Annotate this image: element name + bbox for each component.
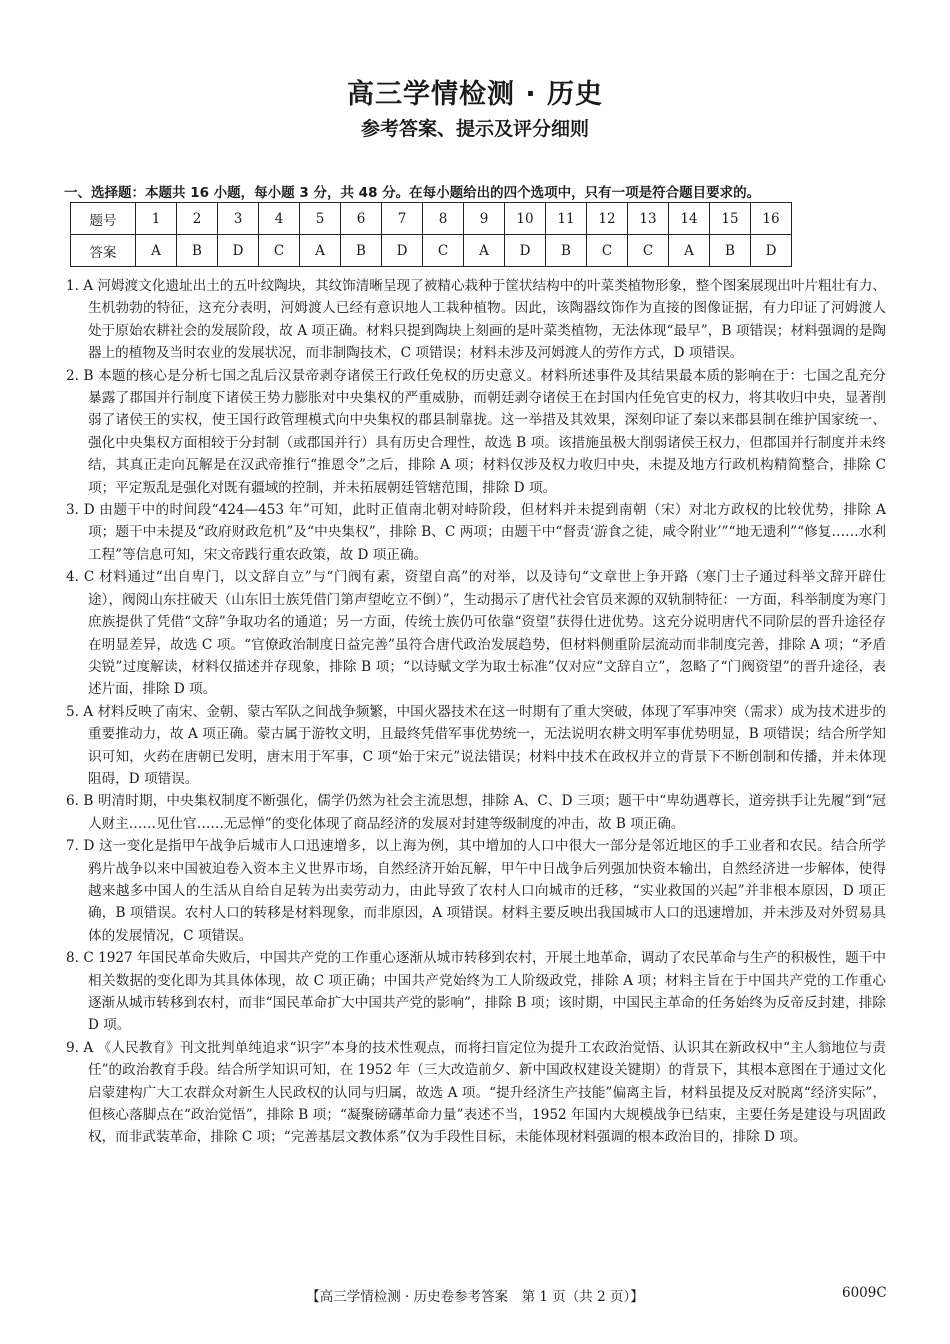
explanation-label: 5. A — [66, 703, 94, 720]
explanation-text: 本题的核心是分析七国之乱后汉景帝剥夺诸侯王行政任免权的历史意义。材料所述事件及其结果最本质的影响在于：七国之乱充分暴露了郡国并行制度下诸侯王势力膨胀对中央集权的严重威胁，而朝廷剥夺诸侯王在封国内任免官吏的权力，将其收归中央，显著削弱了诸侯王的实权，使王国行政管理模式向中央集权的郡县制靠拢。这一举措及其效果，深刻印证了秦以来郡县制在维护国家统一、强化中央集权方面相较于分封制（或郡国并行）具有历史合理性，故选 B 项。该措施虽极大削弱诸侯王权力，但郡国并行制度并未终结，其真正走向瓦解是在汉武帝推行“推恩令”之后，排除 A 项；材料仅涉及权力收归中央，未提及地方行政机构精简整合，排除 C 项；平定叛乱是强化对既有疆域的控制，并未拓展朝廷管辖范围，排除 D 项。 — [88, 367, 886, 496]
question-number-cell: 10 — [505, 203, 546, 235]
explanation-label: 6. B — [66, 793, 94, 810]
explanation-item — [66, 947, 886, 1037]
explanation-label: 7. D — [66, 838, 95, 855]
explanation-text: 由题干中的时间段“424—453 年”可知，此时正值南北朝对峙阶段，但材料并未提到南朝（宋）对北方政权的比较优势，排除 A 项；题干中未提及“政府财政危机”及“中央集权”，排除 B、C 两项；由题干中“督责‘游食之徒，咸令附业’”“地无遗利”“修复……水利工程”等信息可知，宋文帝践行重农政策，故 D 项正确。 — [88, 502, 887, 563]
explanation-item — [66, 1037, 886, 1149]
row-label-answer: 答案 — [71, 235, 136, 267]
explanation-text: 材料通过“出自卑门，以文辞自立”与“门阀有素，资望自高”的对举，以及诗句“文章世上争开路（寒门士子通过科举文辞开辟仕途），阀阅山东拄破天（山东旧士族凭借门第声望屹立不倒）”，生动揭示了唐代社会官员来源的双轨制特征：一方面，科举制度为寒门庶族提供了凭借“文辞”争取功名的通道；另一方面，传统士族仍可依靠“资望”获得仕进优势。这充分说明唐代不同阶层的晋升途径存在明显差异，故选 C 项。“官僚政治制度日益完善”虽符合唐代政治发展趋势，但材料侧重阶层流动而非制度完善，排除 A 项；“矛盾尖锐”过度解读，材料仅描述并存现象，排除 B 项；“以诗赋文学为取士标准”仅对应“文辞自立”，忽略了“门阀资望”的晋升途径，表述片面，排除 D 项。 — [88, 569, 886, 698]
answer-cell: D — [382, 235, 423, 267]
answer-cell: B — [546, 235, 587, 267]
explanation-item — [66, 499, 886, 566]
answer-cell: A — [136, 235, 177, 267]
answer-cell: D — [218, 235, 259, 267]
explanation-text: 《人民教育》刊文批判单纯追求“识字”本身的技术性观点，而将扫盲定位为提升工农政治觉悟、认识其在新政权中“主人翁地位与责任”的政治教育手段。结合所学知识可知，在 1952 年（三大改造前夕、新中国政权建设关键期）的背景下，其根本意图在于通过文化启蒙建构广大工农群众对新生人民政权的认同与归属，故选 A 项。“提升经济生产技能”偏离主旨，材料虽提及反对脱离“经济实际”，但核心落脚点在“政治觉悟”，排除 B 项；“凝聚磅礴革命力量”表述不当，1952 年国内大规模战争已结束，主要任务是建设与巩固政权，而非武装革命，排除 C 项；“完善基层文教体系”仅为手段性目标，未能体现材料强调的根本政治目的，排除 D 项。 — [88, 1039, 886, 1146]
question-number-cell: 3 — [218, 203, 259, 235]
question-number-cell: 8 — [423, 203, 464, 235]
explanation-list — [66, 275, 886, 1149]
answer-cell: C — [628, 235, 669, 267]
explanation-label: 8. C — [66, 950, 94, 967]
explanation-text: 河姆渡文化遗址出土的五叶纹陶块，其纹饰清晰呈现了被精心栽种于筐状结构中的叶菜类植物形象，整个图案展现出叶片粗壮有力、生机勃勃的特征，这充分表明，河姆渡人已经有意识地人工栽种植物。因此，该陶器纹饰作为直接的图像证据，有力印证了河姆渡人处于原始农耕社会的发展阶段，故 A 项正确。材料只提到陶块上刻画的是叶菜类植物，无法体现“最早”，B 项错误；材料强调的是陶器上的植物及当时农业的发展状况，而非制陶技术，C 项错误；材料未涉及河姆渡人的劳作方式，D 项错误。 — [88, 278, 887, 362]
row-label-question: 题号 — [71, 203, 136, 235]
answer-cell: C — [259, 235, 300, 267]
page-subtitle: 参考答案、提示及评分细则 — [360, 118, 589, 140]
answer-cell: D — [751, 235, 792, 267]
explanation-item — [66, 566, 886, 700]
explanation-item — [66, 701, 886, 791]
explanation-text: 材料反映了南宋、金朝、蒙古军队之间战争频繁，中国火器技术在这一时期有了重大突破，体现了军事冲突（需求）成为技术进步的重要推动力，故 A 项正确。蒙古属于游牧文明，且最终凭借军事优势统一，无法说明农耕文明军事优势明显，B 项错误；结合所学知识可知，火药在唐朝已发明，唐末用于军事，C 项“始于宋元”说法错误；材料中技术在政权并立的背景下不断创制和传播，并未体现阻碍，D 项错误。 — [88, 703, 887, 787]
document-code: 6009C — [842, 1285, 887, 1301]
answer-table — [70, 202, 792, 267]
answer-cell: C — [587, 235, 628, 267]
question-number-row — [71, 203, 792, 235]
explanation-item — [66, 365, 886, 499]
explanation-text: 明清时期，中央集权制度不断强化，儒学仍然为社会主流思想，排除 A、C、D 三项；题干中“卑幼遇尊长，道旁拱手让先履”到“冠人财主……见仕官……无忌惮”的变化体现了商品经济的发展对封建等级制度的冲击，故 B 项正确。 — [88, 793, 887, 832]
page-title: 高三学情检测 · 历史 — [346, 79, 604, 110]
explanation-item — [66, 835, 886, 947]
question-number-cell: 14 — [669, 203, 710, 235]
explanation-text: 1927 年国民革命失败后，中国共产党的工作重心逐渐从城市转移到农村，开展土地革命，调动了农民革命与生产的积极性，题干中相关数据的变化即为其具体体现，故 C 项正确；中国共产党始终为工人阶级政党，排除 A 项；材料主旨在于中国共产党的工作重心逐渐从城市转移到农村，而非“国民革命扩大中国共产党的影响”，排除 B 项；该时期，中国民主革命的任务始终为反帝反封建，排除 D 项。 — [88, 950, 886, 1034]
answer-cell: A — [464, 235, 505, 267]
answer-cell: B — [341, 235, 382, 267]
page-footer: 【高三学情检测 · 历史卷参考答案 第 1 页（共 2 页）】 — [306, 1289, 644, 1305]
question-number-cell: 2 — [177, 203, 218, 235]
explanation-item — [66, 275, 886, 365]
question-number-cell: 13 — [628, 203, 669, 235]
answer-cell: A — [669, 235, 710, 267]
question-number-cell: 1 — [136, 203, 177, 235]
question-number-cell: 15 — [710, 203, 751, 235]
explanation-text: 这一变化是指甲午战争后城市人口迅速增多，以上海为例，其中增加的人口中很大一部分是邻近地区的手工业者和农民。结合所学鸦片战争以来中国被迫卷入资本主义世界市场，自然经济开始瓦解，甲午中日战争后列强加快资本输出，自然经济进一步解体，使得越来越多中国人的生活从自给自足转为出卖劳动力，由此导致了农村人口向城市的迁移，“实业救国的兴起”并非根本原因，D 项正确，B 项错误。农村人口的转移是材料现象，而非原因，A 项错误。材料主要反映出我国城市人口的迅速增加，并未涉及对外贸易具体的发展情况，C 项错误。 — [88, 838, 886, 944]
question-number-cell: 9 — [464, 203, 505, 235]
answer-cell: C — [423, 235, 464, 267]
question-number-cell: 16 — [751, 203, 792, 235]
question-number-cell: 5 — [300, 203, 341, 235]
answer-row — [71, 235, 792, 267]
answer-cell: B — [710, 235, 751, 267]
question-number-cell: 11 — [546, 203, 587, 235]
question-number-cell: 4 — [259, 203, 300, 235]
explanation-label: 9. A — [66, 1039, 94, 1056]
question-number-cell: 6 — [341, 203, 382, 235]
answer-cell: D — [505, 235, 546, 267]
explanation-item — [66, 790, 886, 835]
answer-cell: B — [177, 235, 218, 267]
explanation-label: 2. B — [66, 367, 94, 384]
explanation-label: 4. C — [66, 569, 95, 586]
explanation-label: 3. D — [66, 502, 95, 519]
section-heading: 一、选择题：本题共 16 小题，每小题 3 分，共 48 分。在每小题给出的四个选项中，只有一项是符合题目要求的。 — [64, 185, 761, 201]
explanation-label: 1. A — [66, 278, 94, 294]
question-number-cell: 7 — [382, 203, 423, 235]
answer-cell: A — [300, 235, 341, 267]
question-number-cell: 12 — [587, 203, 628, 235]
